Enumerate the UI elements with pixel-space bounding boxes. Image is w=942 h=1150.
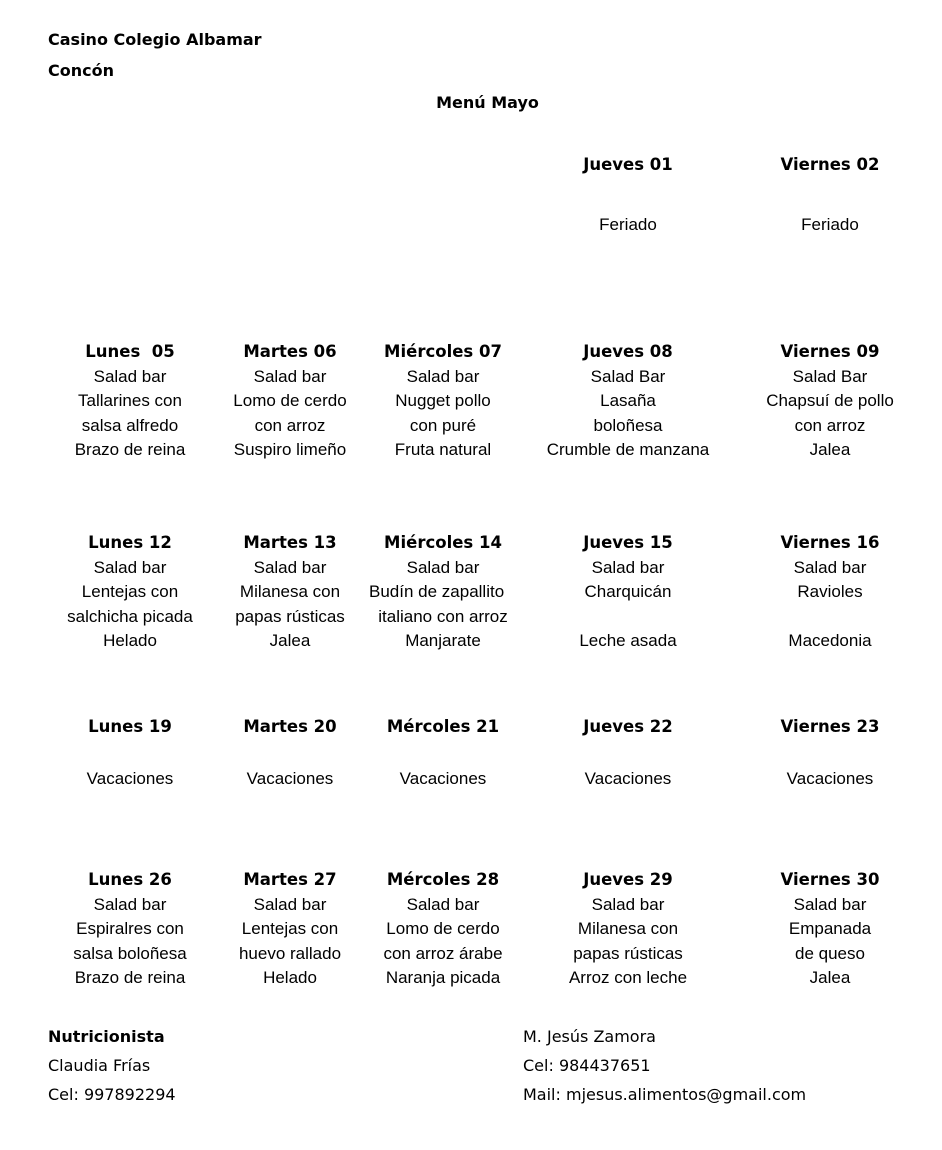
menu-day-martes-20 (215, 716, 365, 792)
menu-line (215, 743, 365, 767)
menu-line: Vacaciones (786, 769, 874, 789)
menu-day-viernes-23 (740, 716, 920, 792)
menu-line: Fruta natural (394, 439, 492, 459)
menu-day-viernes-02 (740, 154, 920, 238)
day-heading: Viernes 30 (780, 870, 880, 889)
menu-line: Feriado (599, 215, 657, 235)
menu-line: Salad Bar (792, 367, 868, 386)
manager-name: M. Jesús Zamora (523, 1027, 656, 1046)
menu-day-miercoles-28 (368, 869, 518, 990)
menu-line: Espiralres con (76, 919, 184, 939)
menu-day-jueves-29 (528, 869, 728, 990)
menu-day-lunes-26 (55, 869, 205, 990)
menu-line: Jalea (809, 967, 851, 987)
menu-line (740, 605, 920, 629)
menu-day-martes-06 (215, 341, 365, 462)
menu-line: Leche asada (579, 630, 677, 650)
menu-line: Salad bar (406, 367, 480, 386)
day-heading: Jueves 08 (583, 342, 673, 361)
day-heading: Lunes 26 (88, 870, 172, 889)
menu-line: Budín de zapallito (369, 582, 505, 602)
manager-email: Mail: mjesus.alimentos@gmail.com (523, 1085, 807, 1104)
menu-line (538, 189, 718, 213)
menu-line: Chapsuí de pollo (766, 391, 894, 411)
menu-line: Lentejas con (81, 582, 179, 602)
menu-day-jueves-08 (528, 341, 728, 462)
school-location: Concón (48, 61, 114, 80)
menu-day-lunes-19 (55, 716, 205, 792)
menu-line: Vacaciones (584, 769, 672, 789)
day-heading: Miércoles 07 (384, 342, 502, 361)
menu-line: Helado (103, 630, 157, 650)
menu-day-miercoles-14 (368, 532, 518, 653)
menu-line: Salad bar (406, 558, 480, 577)
menu-line: Lentejas con (241, 919, 339, 939)
day-heading: Martes 27 (243, 870, 337, 889)
menu-line: salsa alfredo (81, 415, 179, 435)
nutritionist-phone: Cel: 997892294 (48, 1085, 176, 1104)
day-heading: Martes 13 (243, 533, 337, 552)
menu-line: con arroz árabe (383, 943, 503, 963)
day-heading: Jueves 22 (583, 717, 673, 736)
menu-line: con arroz (254, 415, 326, 435)
nutritionist-contact (48, 1022, 176, 1109)
menu-line: Nugget pollo (395, 391, 491, 411)
menu-line: Brazo de reina (74, 439, 186, 459)
menu-line: Salad bar (406, 895, 480, 914)
menu-line: papas rústicas (235, 606, 345, 626)
menu-line: con arroz (794, 415, 866, 435)
menu-day-miercoles-21 (368, 716, 518, 792)
menu-line: Helado (263, 967, 317, 987)
menu-line (740, 743, 920, 767)
menu-line: salchicha picada (67, 606, 193, 626)
menu-day-jueves-15 (528, 532, 728, 653)
menu-line: boloñesa (593, 415, 663, 435)
menu-day-jueves-01 (538, 154, 718, 238)
menu-line: Crumble de manzana (546, 439, 710, 459)
menu-line: de queso (795, 943, 865, 963)
menu-line: Salad bar (93, 558, 167, 577)
menu-line: Vacaciones (86, 769, 174, 789)
menu-line: Jalea (809, 439, 851, 459)
menu-day-miercoles-07 (368, 341, 518, 462)
menu-line: Salad bar (591, 558, 665, 577)
menu-day-jueves-22 (528, 716, 728, 792)
nutritionist-name: Claudia Frías (48, 1056, 151, 1075)
day-heading: Jueves 15 (583, 533, 673, 552)
menu-title: Menú Mayo (436, 93, 539, 112)
menu-day-viernes-09 (740, 341, 920, 462)
menu-line: Milanesa con (577, 919, 679, 939)
menu-line: Feriado (801, 215, 859, 235)
menu-line: Milanesa con (239, 582, 341, 602)
manager-phone: Cel: 984437651 (523, 1056, 651, 1075)
menu-line: salsa boloñesa (73, 943, 187, 963)
menu-day-lunes-12 (55, 532, 205, 653)
menu-line: Manjarate (405, 630, 481, 650)
menu-line: Tallarines con (78, 391, 182, 411)
menu-line: Naranja picada (385, 967, 501, 987)
menu-line: Salad bar (793, 558, 867, 577)
day-heading: Lunes 19 (88, 717, 172, 736)
menu-line: Salad bar (253, 367, 327, 386)
menu-day-viernes-16 (740, 532, 920, 653)
menu-line: Brazo de reina (74, 967, 186, 987)
menu-day-martes-27 (215, 869, 365, 990)
menu-line: Charquicán (584, 582, 672, 602)
menu-line: Jalea (269, 630, 311, 650)
day-heading: Viernes 09 (780, 342, 880, 361)
nutritionist-title: Nutricionista (48, 1027, 165, 1046)
menu-line: con puré (409, 415, 477, 435)
menu-line (55, 743, 205, 767)
menu-line: papas rústicas (573, 943, 683, 963)
menu-line: Macedonia (788, 630, 872, 650)
school-name: Casino Colegio Albamar (48, 30, 262, 49)
day-heading: Jueves 01 (583, 155, 673, 174)
menu-line: Arroz con leche (568, 967, 688, 987)
menu-line: italiano con arroz (378, 606, 508, 626)
day-heading: Jueves 29 (583, 870, 673, 889)
menu-line: Lasaña (600, 391, 656, 411)
day-heading: Mércoles 21 (386, 717, 500, 736)
menu-line: huevo rallado (238, 943, 342, 963)
menu-day-viernes-30 (740, 869, 920, 990)
menu-line: Suspiro limeño (233, 439, 347, 459)
menu-line: Vacaciones (399, 769, 487, 789)
day-heading: Lunes 12 (88, 533, 172, 552)
menu-line: Salad bar (253, 895, 327, 914)
menu-line: Salad bar (93, 367, 167, 386)
menu-line (528, 743, 728, 767)
menu-line: Empanada (788, 919, 872, 939)
menu-line: Ravioles (797, 582, 863, 602)
manager-contact (523, 1022, 806, 1109)
day-heading: Miércoles 14 (384, 533, 502, 552)
day-heading: Viernes 23 (780, 717, 880, 736)
menu-line: Vacaciones (246, 769, 334, 789)
menu-line: Salad bar (253, 558, 327, 577)
menu-line (528, 605, 728, 629)
day-heading: Martes 06 (243, 342, 337, 361)
menu-line: Lomo de cerdo (386, 919, 500, 939)
menu-line: Lomo de cerdo (233, 391, 347, 411)
menu-line: Salad bar (591, 895, 665, 914)
day-heading: Viernes 16 (780, 533, 880, 552)
menu-line: Salad Bar (590, 367, 666, 386)
menu-line (740, 189, 920, 213)
day-heading: Lunes 05 (85, 342, 175, 361)
menu-line: Salad bar (793, 895, 867, 914)
day-heading: Martes 20 (243, 717, 337, 736)
menu-day-martes-13 (215, 532, 365, 653)
menu-day-lunes-05 (55, 341, 205, 462)
menu-line (368, 743, 518, 767)
menu-line: Salad bar (93, 895, 167, 914)
day-heading: Viernes 02 (780, 155, 880, 174)
day-heading: Mércoles 28 (386, 870, 500, 889)
